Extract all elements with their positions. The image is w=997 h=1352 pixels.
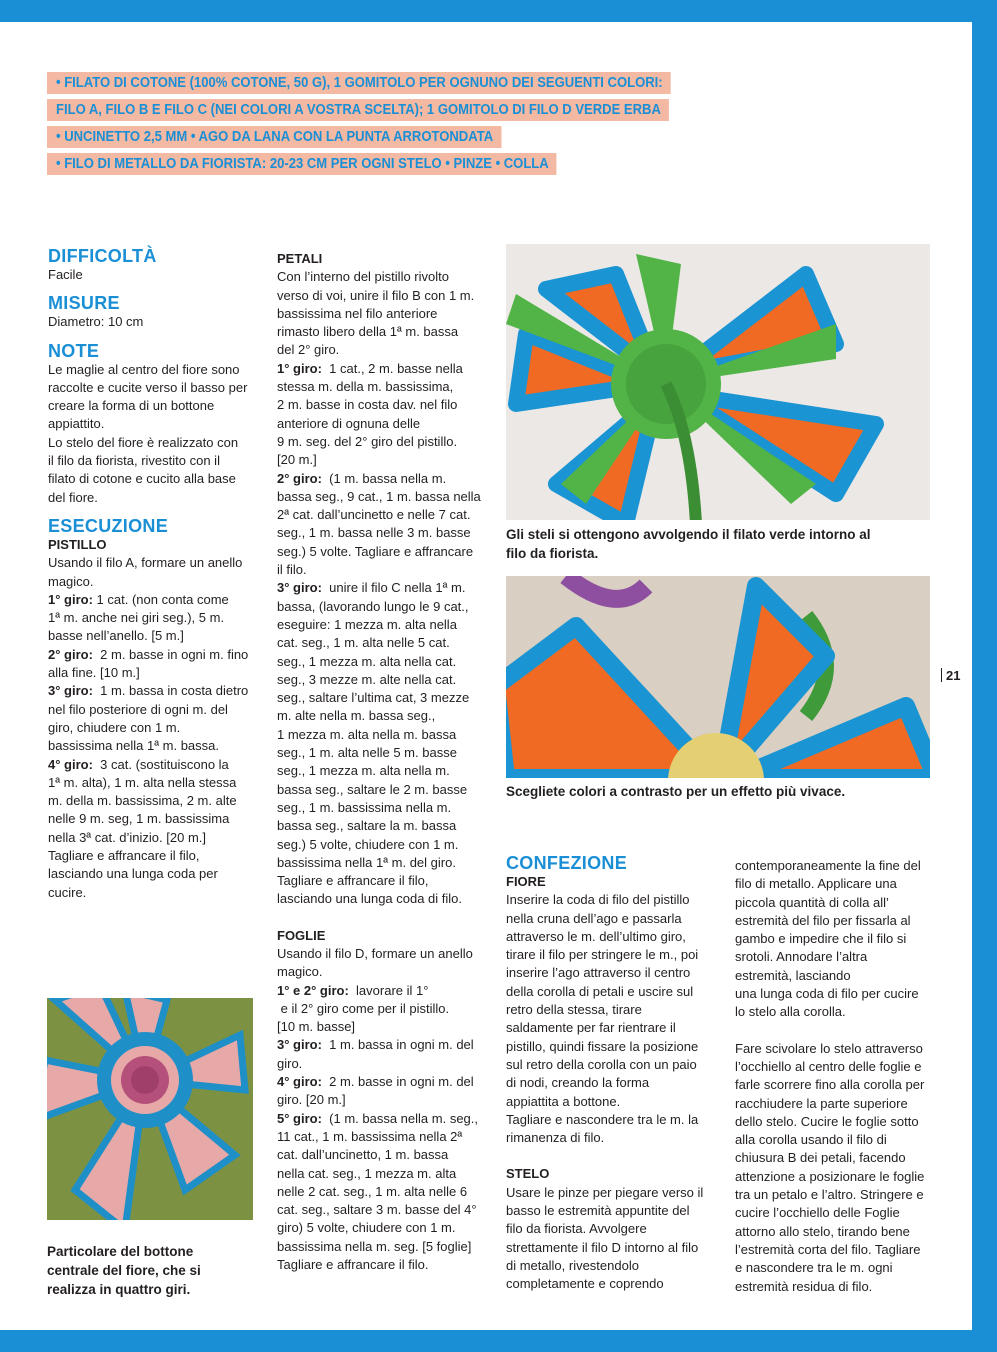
text-line: gambo e impedire che il filo si [735,931,907,947]
text-line: filato di cotone e cucito alla base [48,471,236,487]
instruction-text: bassa seg., saltare le 2 m. basse [277,781,468,797]
instruction-text: rimasto libero della 1ª m. bassa [277,324,459,340]
text-line [277,982,492,1000]
instruction-text: cat. dall’uncinetto, 1 m. bassa [277,1147,449,1163]
text-line [277,1256,492,1274]
text-line [277,1091,492,1109]
instruction-text: 11 cat., 1 m. bassissima nella 2ª [277,1128,463,1144]
instruction-text: bassissima nella 1ª m. del giro. [277,854,456,870]
text-line [48,682,263,700]
instruction-text: alla fine. [10 m.] [48,665,140,681]
instruction-text: nel filo posteriore di ogni m. del [48,701,228,717]
text-line [277,433,492,451]
text-line [277,598,492,616]
text-line [48,865,263,883]
text-line [277,268,492,286]
instruction-text: giro. [20 m.] [277,1092,346,1108]
text-line: chiusura B dei petali, facendo [735,1150,906,1166]
text-line [277,1146,492,1164]
instruction-text: m. alte nella m. bassa seg., [277,708,436,724]
text-line [48,774,263,792]
photo-flower-button [47,998,253,1220]
instruction-text: cat. seg., 1 m. alta nelle 5 cat. [277,635,450,651]
instruction-text: bassissima nella m. seg. [5 foglie] [277,1238,472,1254]
text-line [48,591,263,609]
text-line: alla corolla usando il filo di [735,1132,887,1148]
instruction-text: 9 m. seg. del 2° giro del pistillo. [277,433,458,449]
stem-text-continued [735,857,950,1022]
instruction-text: (1 m. bassa nella m. seg., [321,1110,479,1126]
instruction-text: eseguire: 1 mezza m. alta nella [277,616,457,632]
text-line: attenzione a posizionare le foglie [735,1168,925,1184]
photo-flower-back-illustration [506,244,930,520]
materials-line: FILO A, FILO B E FILO C (NEI COLORI A VOSTRA SCELTA); 1 GOMITOLO DI FILO D VERDE ERBA [47,99,669,121]
instruction-text: bassa, (lavorando lungo le 9 cat., [277,598,469,614]
round-label: 2° giro: [277,470,322,486]
text-line [277,488,492,506]
text-line [277,963,492,981]
measures-value: Diametro: 10 cm [48,314,144,330]
difficulty-value: Facile [48,267,83,282]
text-line: strettamente il filo D intorno al filo [506,1239,699,1255]
instruction-text: Con l’interno del pistillo rivolto [277,269,449,285]
photo-contrast-colors [506,576,930,778]
text-line: Usare le pinze per piegare verso il [506,1184,704,1200]
materials-line: • UNCINETTO 2,5 MM • AGO DA LANA CON LA PUNTA ARROTONDATA [47,126,501,148]
instruction-text: giro, chiudere con 1 m. [48,719,181,735]
instruction-text: magico. [277,964,323,980]
text-line [277,451,492,469]
text-line: dello stelo. Cucire le foglie sotto [735,1113,919,1129]
leaves-heading: FOGLIE [277,927,326,943]
round-label: 3° giro: [48,683,93,699]
text-line [277,836,492,854]
leaves-text [277,945,492,1274]
instruction-text: seg., 1 m. bassissima nella m. [277,799,452,815]
text-line: pistillo, quindi fissare la posizione [506,1038,699,1054]
photo-flower-button-illustration [47,998,253,1220]
round-label: 3° giro: [277,1037,322,1053]
instruction-text: e il 2° giro come per il pistillo. [277,1000,450,1016]
execution-heading: ESECUZIONE [48,515,169,536]
text-line: raccolte e cucite verso il basso per [48,379,248,395]
pistil-heading: PISTILLO [48,536,107,552]
instruction-text: 2 m. basse in ogni m. fino [92,646,249,662]
text-line: del fiore. [48,489,98,505]
text-line [277,890,492,908]
instruction-text: seg.) 5 volte. Tagliare e affrancare [277,543,474,559]
instruction-text: magico. [48,573,94,589]
text-line [48,719,263,737]
text-line: di nodi, creando la forma [506,1075,650,1091]
instruction-text: basse nell’anello. [5 m.] [48,628,184,644]
photo-contrast-colors-illustration [506,576,930,778]
text-line: attorno allo stelo, tirando bene [735,1223,910,1239]
text-line [277,744,492,762]
text-line [48,737,263,755]
text-line: rimanenza di filo. [506,1130,605,1146]
notes-text [48,361,263,507]
instruction-text: bassa seg., saltare la m. bassa [277,818,457,834]
stem-text [506,1184,721,1294]
materials-line: • FILATO DI COTONE (100% COTONE, 50 G), 1 GOMITOLO PER OGNUNO DEI SEGUENTI COLORI: [47,72,671,94]
text-line [277,653,492,671]
column-1 [48,246,263,902]
text-line [277,1219,492,1237]
difficulty-heading: DIFFICOLTÀ [48,246,157,266]
round-label: 1° e 2° giro: [277,982,349,998]
instruction-text: seg., 1 mezza m. alta nella cat. [277,653,457,669]
instruction-text: cucire. [48,884,87,900]
instruction-text: lasciando una lunga coda di filo. [277,891,463,907]
column-4 [735,857,950,1296]
pistil-text [48,554,263,902]
instruction-text: 2 m. basse in costa dav. nel filo [277,397,458,413]
instruction-text: bassissima nella 1ª m. bassa. [48,738,219,754]
text-line [277,305,492,323]
text-line: filo da fiorista. Avvolgere [506,1221,647,1237]
text-line [277,543,492,561]
text-line [277,1000,492,1018]
text-line [277,707,492,725]
leaves-assembly-text [735,1040,950,1296]
instruction-text: nelle 2 cat. seg., 1 m. alta nelle 6 [277,1183,468,1199]
text-line: l’estremità corta del filo. Tagliare [735,1241,921,1257]
text-line [277,762,492,780]
text-line: completamente e coprendo [506,1276,664,1292]
round-label: 5° giro: [277,1110,322,1126]
instruction-text: seg., 1 m. alta nelle 5 m. basse [277,745,457,761]
text-line [277,579,492,597]
column-3 [506,853,721,1294]
instruction-text: 1 m. bassa in ogni m. del [321,1037,474,1053]
notes-heading: NOTE [48,340,100,361]
text-line: inserire l’ago attraverso il centro [506,965,691,981]
text-line: l’occhiello al centro delle foglie e [735,1058,922,1074]
text-line [48,573,263,591]
instruction-text: seg.) 5 volte, chiudere con 1 m. [277,836,459,852]
text-line [277,1018,492,1036]
instruction-text: 1 m. bassa in costa dietro [92,683,249,699]
text-line: il filo da fiorista, rivestito con il [48,453,220,469]
right-border [972,0,997,1352]
photo-flower-back [506,244,930,520]
column-2 [277,250,492,1274]
text-line [277,1073,492,1091]
text-line [277,872,492,890]
round-label: 3° giro: [277,580,322,596]
instruction-text: 1ª m. anche nei giri seg.), 5 m. [48,610,225,626]
flower-heading: FIORE [506,874,546,889]
instruction-text: bassa seg., 9 cat., 1 m. bassa nella [277,488,481,504]
text-line [277,671,492,689]
instruction-text: Tagliare e affrancare il filo. [277,1257,429,1273]
text-line [277,1165,492,1183]
text-line: racchiudere la parte superiore [735,1095,908,1111]
round-label: 4° giro: [277,1074,322,1090]
text-line [277,1183,492,1201]
instruction-text: lavorare il 1° [348,982,429,998]
text-line: appiattito. [48,416,105,432]
instruction-text: nella 3ª cat. d’inizio. [20 m.] [48,829,206,845]
instruction-text: seg., saltare l’ultima cat, 3 mezze [277,690,470,706]
text-line [48,792,263,810]
text-line [277,689,492,707]
instruction-text: Usando il filo A, formare un anello [48,555,243,571]
caption-line: Gli steli si ottengono avvolgendo il filato verde intorno al [506,527,871,542]
instruction-text: [10 m. basse] [277,1019,356,1035]
instruction-text: m. della m. bassissima, 2 m. alte [48,793,237,809]
instruction-text: 3 cat. (sostituiscono la [92,756,229,772]
instruction-text: unire il filo C nella 1ª m. [321,580,466,596]
text-line [277,1036,492,1054]
text-line [48,829,263,847]
instruction-text: giro. [277,1055,303,1071]
top-border [0,0,997,22]
instruction-text: [20 m.] [277,452,317,468]
text-line: una lunga coda di filo per cucire [735,986,919,1002]
instruction-text: seg., 1 m. bassa nelle 3 m. basse [277,525,471,541]
text-line [277,1110,492,1128]
text-line: tirare il filo per stringere le m., poi [506,947,699,963]
text-line [277,616,492,634]
instruction-text: verso di voi, unire il filo B con 1 m. [277,287,475,303]
text-line: farle scorrere fino alla corolla per [735,1077,925,1093]
text-line: srotoli. Annodare l’altra [735,949,868,965]
text-line: piccola quantità di colla all’ [735,894,889,910]
instruction-text: del 2° giro. [277,342,340,358]
text-line [277,1128,492,1146]
instruction-text: 1 cat., 2 m. basse nella [321,360,463,376]
text-line [277,1055,492,1073]
text-line: sul retro della corolla con un paio [506,1056,697,1072]
text-line: estremità residua di filo. [735,1278,873,1294]
text-line [277,634,492,652]
text-line [277,396,492,414]
caption-line: realizza in quattro giri. [47,1282,191,1297]
text-line: appiattita a bottone. [506,1093,621,1109]
round-label: 4° giro: [48,756,93,772]
page-number-value: 21 [946,668,961,683]
text-line [277,854,492,872]
text-line [48,609,263,627]
text-line [277,781,492,799]
text-line: estremità, lasciando [735,967,851,983]
text-line [48,756,263,774]
text-line [277,1238,492,1256]
photo-caption-stems [506,525,936,563]
text-line [277,799,492,817]
instruction-text: anteriore di ognuna delle [277,415,421,431]
instruction-text: lasciando una lunga coda per [48,866,218,882]
page-number [941,668,960,683]
text-line [277,415,492,433]
text-line [277,470,492,488]
instruction-text: seg., 3 mezze m. alte nella cat. [277,671,457,687]
caption-line: Scegliete colori a contrasto per un effetto più vivace. [506,784,846,799]
flower-text [506,891,721,1147]
text-line [48,701,263,719]
instruction-text: Usando il filo D, formare un anello [277,945,473,961]
text-line [277,524,492,542]
measures-heading: MISURE [48,293,120,314]
instruction-text: bassissima nel filo anteriore [277,305,438,321]
photo-caption-button [47,1242,262,1299]
instruction-text: (1 m. bassa nella m. [321,470,447,486]
text-line: nella cruna dell’ago e passarla [506,910,682,926]
instruction-text: stessa m. della m. bassissima, [277,379,454,395]
text-line [277,287,492,305]
text-line [277,360,492,378]
text-line: saldamente per far rientrare il [506,1020,676,1036]
text-line: retro della stessa, tirare [506,1002,642,1018]
text-line: Lo stelo del fiore è realizzato con [48,434,239,450]
instruction-text: Tagliare e affrancare il filo, [48,848,200,864]
instruction-text: giro) 5 volte, chiudere con 1 m. [277,1220,456,1236]
round-label: 1° giro: [48,591,93,607]
photo-caption-contrast [506,782,936,801]
text-line: Tagliare e nascondere tra le m. la [506,1111,699,1127]
text-line: di metallo, rivestendolo [506,1257,639,1273]
text-line [277,323,492,341]
text-line [277,817,492,835]
materials-list [47,72,740,180]
text-line: Le maglie al centro del fiore sono [48,361,240,377]
text-line: basso le estremità appuntite del [506,1203,690,1219]
text-line [48,664,263,682]
text-line [277,726,492,744]
text-line [277,1201,492,1219]
round-label: 2° giro: [48,646,93,662]
text-line: attraverso le m. dell’ultimo giro, [506,928,686,944]
instruction-text: 2ª cat. dall’uncinetto e nelle 7 cat. [277,507,471,523]
text-line [277,506,492,524]
petals-text [277,268,492,908]
round-label: 1° giro: [277,360,322,376]
text-line: estremità del filo per fissarla al [735,912,911,928]
text-line: Fare scivolare lo stelo attraverso [735,1040,923,1056]
text-line: Inserire la coda di filo del pistillo [506,892,690,908]
text-line: creare la forma di un bottone [48,398,215,414]
text-line [277,378,492,396]
text-line [277,341,492,359]
instruction-text: 2 m. basse in ogni m. del [321,1074,474,1090]
instruction-text: 1ª m. alta), 1 m. alta nella stessa [48,774,237,790]
instruction-text: il filo. [277,562,307,578]
text-line [48,646,263,664]
text-line [48,627,263,645]
instruction-text: seg., 1 mezza m. alta nella m. [277,763,450,779]
stem-heading: STELO [506,1166,550,1182]
text-line: lo stelo alla corolla. [735,1004,846,1020]
text-line [48,847,263,865]
text-line: della corolla di petali e uscire sul [506,983,694,999]
assembly-heading: CONFEZIONE [506,853,628,873]
text-line [277,561,492,579]
caption-line: Particolare del bottone [47,1244,194,1259]
text-line [48,884,263,902]
text-line: contemporaneamente la fine del [735,858,921,873]
text-line [48,810,263,828]
text-line: cucire l’occhiello delle Foglie [735,1205,900,1221]
instruction-text: 1 mezza m. alta nella m. bassa [277,726,457,742]
materials-line: • FILO DI METALLO DA FIORISTA: 20-23 CM PER OGNI STELO • PINZE • COLLA [47,153,557,175]
text-line: e nascondere tra le m. ogni [735,1260,893,1276]
instruction-text: nella cat. seg., 1 mezza m. alta [277,1165,457,1181]
petals-heading: PETALI [277,251,323,266]
text-line [48,554,263,572]
instruction-text: 1 cat. (non conta come [92,591,229,607]
caption-line: filo da fiorista. [506,546,599,561]
text-line [277,945,492,963]
instruction-text: Tagliare e affrancare il filo, [277,873,429,889]
text-line: tra un petalo e l’altro. Stringere e [735,1187,924,1203]
instruction-text: cat. seg., saltare 3 m. basse del 4° [277,1202,477,1218]
caption-line: centrale del fiore, che si [47,1263,201,1278]
text-line: filo di metallo. Applicare una [735,876,897,892]
bottom-border [0,1330,997,1352]
instruction-text: nelle 9 m. seg, 1 m. bassissima [48,811,230,827]
